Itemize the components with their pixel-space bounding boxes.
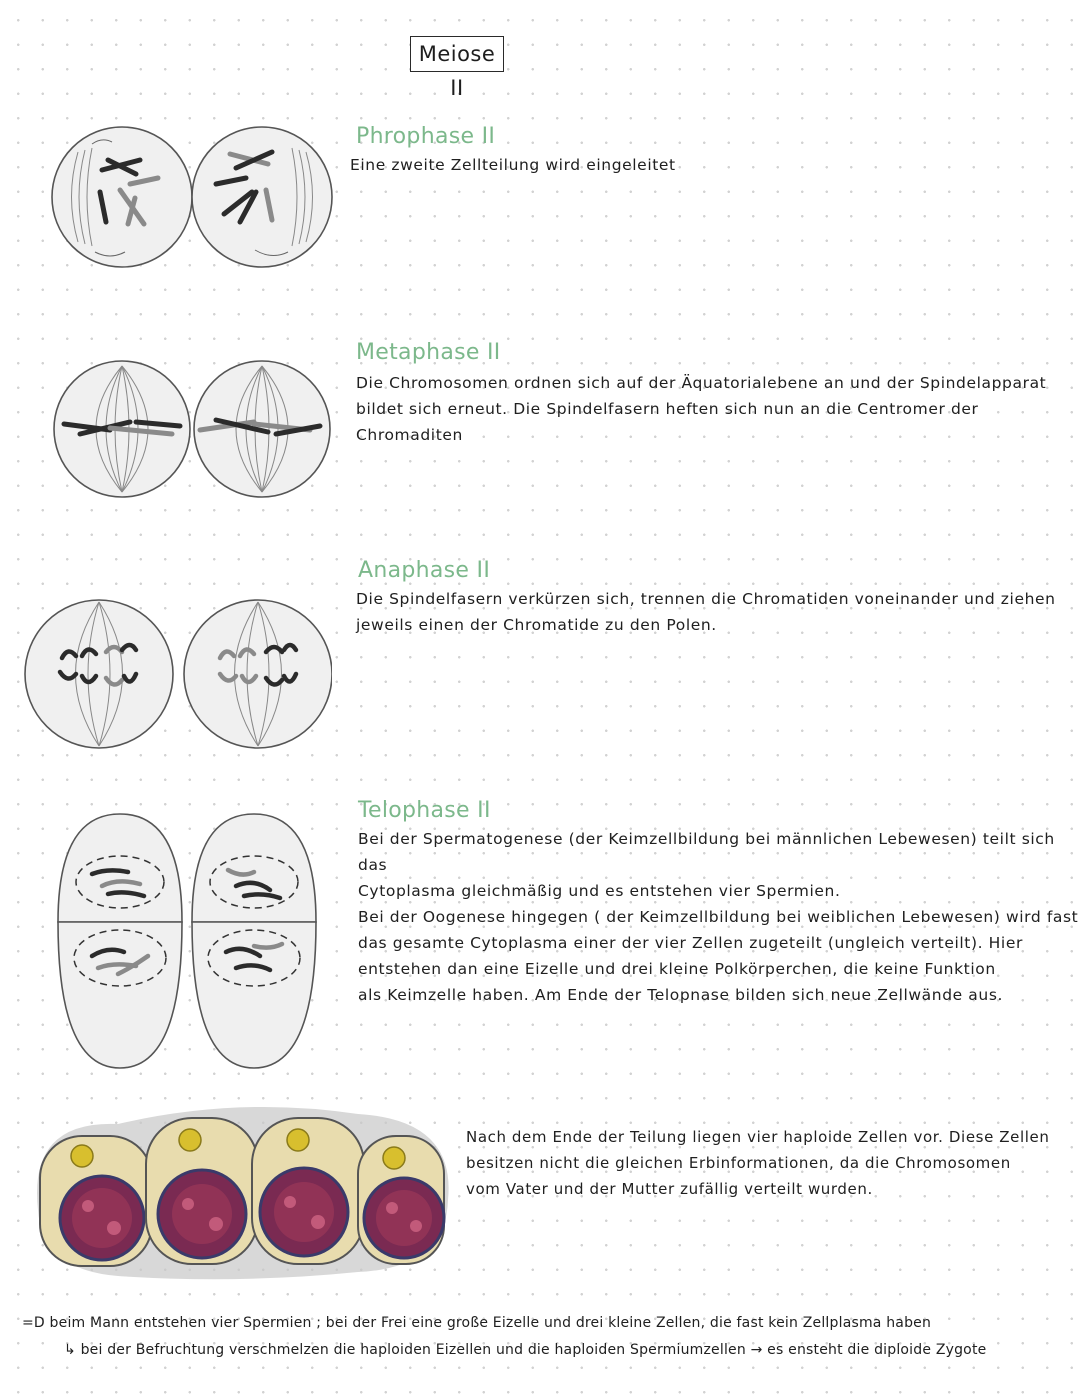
prophase-cell-right [192,127,332,267]
haploid-cell-3 [252,1118,364,1264]
result-text-line: besitzen nicht die gleichen Erbinformationen, da die Chromosomen [466,1154,1011,1172]
metaphase-cell-left [54,361,190,497]
prophase-title: Phrophase II [356,124,496,149]
anaphase-text [356,586,1056,638]
anaphase-text-line: jeweils einen der Chromatide zu den Polen. [356,616,717,634]
telophase-cell-bottom-left [58,922,182,1068]
telophase-text-line: entstehen dan eine Eizelle und drei kleine Polkörperchen, die keine Funktion [358,960,996,978]
telophase-text-line: Cytoplasma gleichmäßig und es entstehen vier Spermien. [358,882,841,900]
result-text-line: Nach dem Ende der Teilung liegen vier haploide Zellen vor. Diese Zellen [466,1128,1050,1146]
metaphase-text-line: bildet sich erneut. Die Spindelfasern heften sich nun an die Centromer der [356,400,979,418]
metaphase-diagram [40,354,340,504]
prophase-text-line: Eine zweite Zellteilung wird eingeleitet [350,156,676,174]
telophase-cell-top-left [58,814,182,922]
metaphase-cell-right [194,361,330,497]
metaphase-text-line: Die Chromosomen ordnen sich auf der Äquatorialebene an und der Spindelapparat [356,374,1047,392]
prophase-diagram [40,112,340,282]
metaphase-text-line: Chromaditen [356,426,463,444]
anaphase-text-line: Die Spindelfasern verkürzen sich, trennen die Chromatiden voneinander und ziehen [356,590,1056,608]
telophase-text [358,826,1080,1008]
summary [22,1310,1074,1364]
haploid-cell-2 [146,1118,258,1264]
telophase-text-line: Bei der Spermatogenese (der Keimzellbildung bei männlichen Lebewesen) teilt sich das [358,830,1055,874]
haploid-cell-4 [358,1136,444,1264]
haploid-cells-image [28,1100,458,1280]
telophase-cell-top-right [192,814,316,922]
prophase-text [350,152,676,178]
prophase-cell-left [52,127,192,267]
telophase-cell-bottom-right [192,922,316,1068]
telophase-title: Telophase II [358,798,491,823]
metaphase-text [356,370,1046,448]
telophase-diagram [48,806,338,1076]
anaphase-cell-right [184,600,332,748]
result-text-line: vom Vater und der Mutter zufällig verteilt wurden. [466,1180,873,1198]
anaphase-diagram [22,590,332,760]
result-text [466,1124,1049,1202]
page-title: Meiose II [410,36,504,72]
telophase-text-line: Bei der Oogenese hingegen ( der Keimzellbildung bei weiblichen Lebewesen) wird fast [358,908,1079,926]
telophase-text-line: als Keimzelle haben. Am Ende der Telopnase bilden sich neue Zellwände aus. [358,986,1004,1004]
summary-line-2: ↳ bei der Befruchtung verschmelzen die haploiden Eizellen und die haploiden Spermiumzellen → es ensteht die diploide Zygote [64,1342,987,1358]
haploid-cell-1 [40,1136,152,1266]
anaphase-title: Anaphase II [358,558,491,583]
metaphase-title: Metaphase II [356,340,501,365]
telophase-text-line: das gesamte Cytoplasma einer der vier Zellen zugeteilt (ungleich verteilt). Hier [358,934,1023,952]
summary-line-1: =D beim Mann entstehen vier Spermien ; bei der Frei eine große Eizelle und drei kleine Zellen, die fast kein Zellplasma haben [22,1315,932,1331]
anaphase-cell-left [25,600,173,748]
